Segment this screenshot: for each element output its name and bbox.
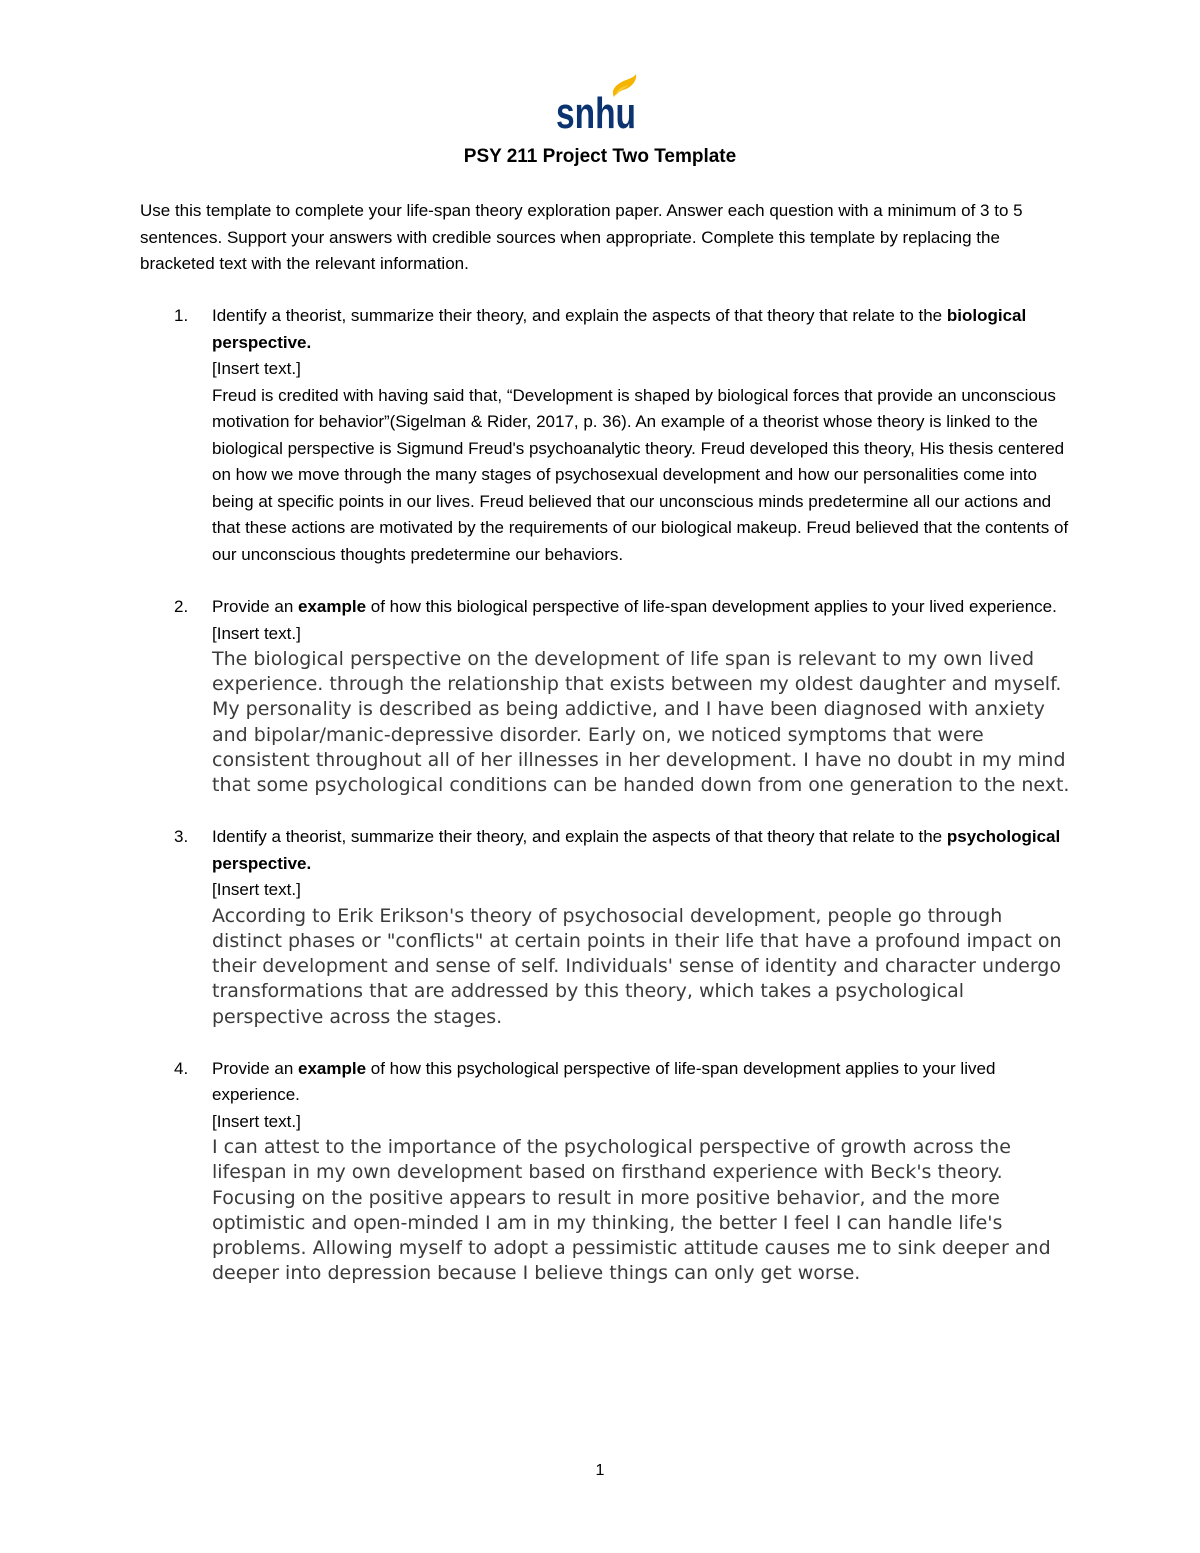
flame-icon: [556, 74, 640, 138]
question-prompt: [212, 1056, 1070, 1109]
prompt-text: Identify a theorist, summarize their theory, and explain the aspects of that theory that relate to the: [212, 306, 947, 325]
question-prompt: [212, 303, 1070, 356]
insert-text-placeholder: [Insert text.]: [212, 359, 301, 378]
question-number: 4.: [174, 1058, 189, 1078]
intro-paragraph: Use this template to complete your life-span theory exploration paper. Answer each question with a minimum of 3 to 5 sentences. Support your answers with credible sources when appropriate. Complete this template by replacing the bracketed text with the relevant information.: [140, 201, 1023, 273]
document-title: PSY 211 Project Two Template: [463, 146, 737, 167]
prompt-text: Identify a theorist, summarize their theory, and explain the aspects of that theory that relate to the: [212, 827, 947, 847]
question-number: 1.: [174, 306, 189, 325]
question-number: 2.: [174, 597, 189, 616]
answer-text: The biological perspective on the development of life span is relevant to my own lived experience. through the relationship that exists between my oldest daughter and myself. My personality is described as being addictive, and I have been diagnosed with anxiety and bipolar/manic-depressive disorder. Early on, we noticed symptoms that were consistent throughout all of her illnesses in her development. I have no doubt in my mind that some psychological conditions can be handed down from one generation to the next.: [212, 648, 1070, 797]
prompt-text-end: of how this biological perspective of life-span development applies to your lived experience.: [366, 597, 1057, 616]
snhu-logo: [556, 74, 640, 138]
question-item: [140, 594, 1070, 798]
answer-text: I can attest to the importance of the psychological perspective of growth across the lifespan in my own development based on firsthand experience with Beck's theory. Focusing on the positive appears to result in more positive behavior, and the more optimistic and open-minded I am in my thinking, the better I feel I can handle life's problems. Allowing myself to adopt a pessimistic attitude causes me to sink deeper and deeper into depression because I believe things can only get worse.: [212, 1136, 1051, 1285]
question-item: [140, 1056, 1070, 1287]
question-prompt: [212, 594, 1070, 621]
page-number: 1: [595, 1462, 605, 1479]
prompt-text: Provide an: [212, 1058, 298, 1078]
answer-text: According to Erik Erikson's theory of psychosocial development, people go through distinct phases or "conflicts" at certain points in their life that have a profound impact on their development and sense of self. Individuals' sense of identity and character undergo transformations that are addressed by this theory, which takes a psychological perspective across the stages.: [212, 904, 1062, 1028]
answer-text: Freud is credited with having said that, “Development is shaped by biological forces that provide an unconscious motivation for behavior”(Sigelman & Rider, 2017, p. 36). An example of a theorist whose theory is linked to the biological perspective is Sigmund Freud's psychoanalytic theory. Freud developed this theory, His thesis centered on how we move through the many stages of psychosexual development and how our personalities come into being at specific points in our lives. Freud believed that our unconscious minds predetermine all our actions and that these actions are motivated by the requirements of our biological makeup. Freud believed that the contents of our unconscious thoughts predetermine our behaviors.: [212, 385, 1069, 564]
prompt-bold: example: [298, 1058, 367, 1078]
insert-text-placeholder: [Insert text.]: [212, 880, 301, 900]
question-item: [140, 824, 1070, 1030]
insert-text-placeholder: [Insert text.]: [212, 1111, 301, 1131]
prompt-bold: biological perspective.: [212, 306, 1027, 352]
prompt-bold: example: [298, 597, 367, 616]
prompt-text-end: of how this psychological perspective of life-span development applies to your lived experience.: [212, 1058, 996, 1105]
logo-wordmark: snhu: [556, 89, 636, 138]
prompt-text: Provide an: [212, 597, 298, 616]
question-number: 3.: [174, 827, 189, 847]
question-list: [140, 303, 1070, 1312]
prompt-bold: psychological perspective.: [212, 827, 1061, 873]
question-item: [140, 303, 1070, 568]
question-prompt: [212, 824, 1070, 877]
insert-text-placeholder: [Insert text.]: [212, 623, 301, 643]
